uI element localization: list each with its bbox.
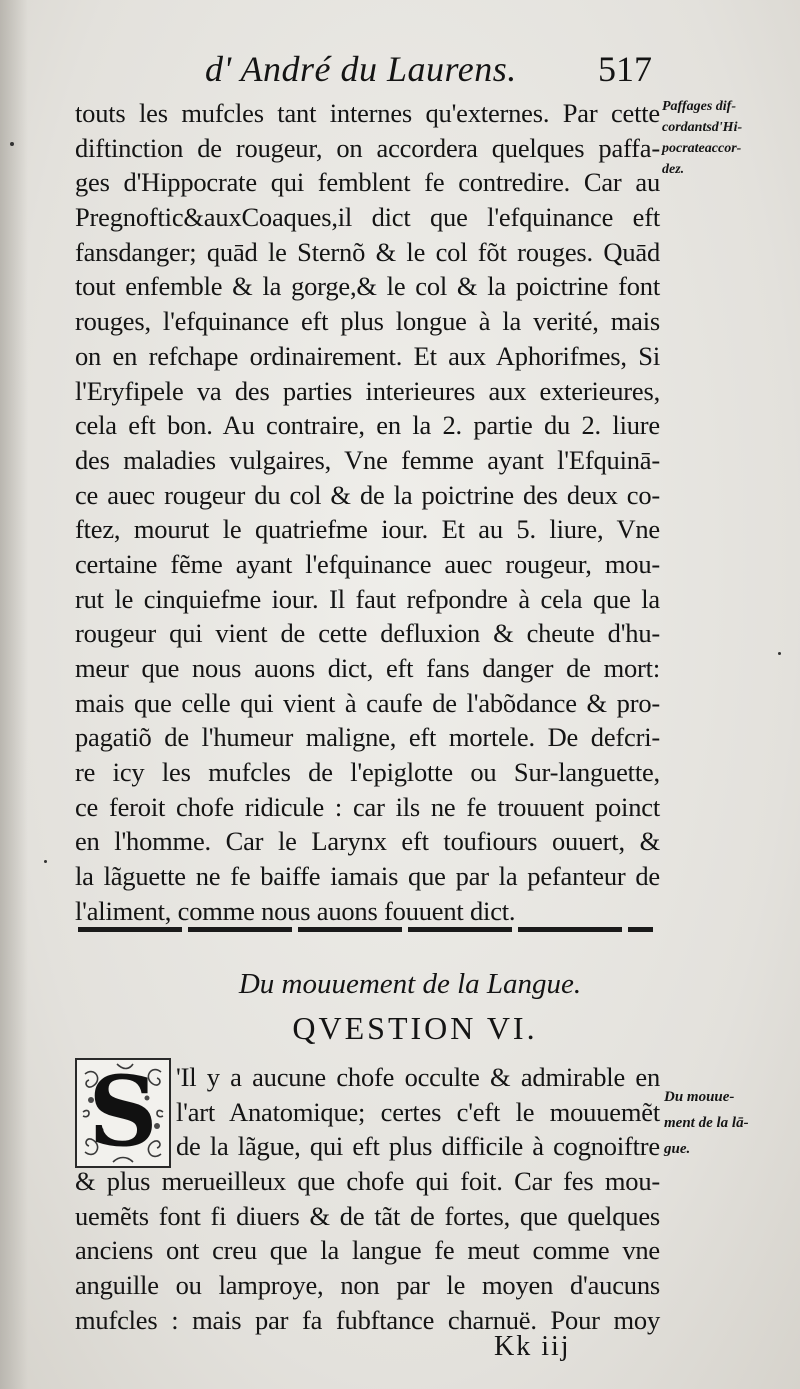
text-line: re icy les mufcles de l'epiglotte ou Sur-languette, xyxy=(75,757,660,788)
text-line: la lãguette ne fe baiffe iamais que par la pefanteur de xyxy=(75,861,660,892)
text-line: ce feroit chofe ridicule : car ils ne fe trouuent poinct xyxy=(75,791,660,822)
question-paragraph-indented xyxy=(176,1060,660,1164)
text-line: anguille ou lamproye, non par le moyen d'aucuns xyxy=(75,1270,660,1301)
text-line: touts les mufcles tant internes qu'externes. Par cette xyxy=(75,98,660,128)
text-line: rouges, l'efquinance eft plus longue à la verité, mais xyxy=(75,306,660,337)
margin-note-line: gue. xyxy=(664,1141,691,1157)
signature-mark: Kk iij xyxy=(494,1331,571,1362)
section-divider-rule xyxy=(78,927,653,932)
ink-speck xyxy=(44,860,47,863)
text-line: ges d'Hippocrate qui femblent fe contredire. Car au xyxy=(75,167,660,198)
text-line: 'Il y a aucune chofe occulte & admirable en xyxy=(176,1062,660,1092)
margin-note-line: dez. xyxy=(662,162,685,177)
margin-note-line: Paffages dif- xyxy=(662,99,736,114)
text-line: mufcles : mais par fa fubftance charnuë. Pour moy xyxy=(75,1304,660,1335)
chapter-title: Du mouuement de la Langue. xyxy=(238,968,582,1000)
margin-note-tongue-movement xyxy=(664,1084,798,1162)
text-line: meur que nous auons dict, eft fans danger de mort: xyxy=(75,653,660,683)
text-line: on en refchape ordinairement. Et aux Aphorifmes, Si xyxy=(75,340,660,371)
question-paragraph xyxy=(75,1164,660,1337)
decorated-initial xyxy=(75,1055,171,1168)
text-line: l'art Anatomique; certes c'eft le mouuemẽt xyxy=(176,1096,660,1127)
text-line: anciens ont creu que la langue fe meut comme vne xyxy=(75,1235,660,1266)
ink-speck xyxy=(10,142,14,146)
text-line: diftinction de rougeur, on accordera quelques paffa- xyxy=(75,132,660,163)
text-line: rut le cinquiefme iour. Il faut refpondre à cela que la xyxy=(75,583,660,614)
text-line: de la lãgue, qui eft plus difficile à cognoiftre xyxy=(176,1131,660,1162)
page-edge-shadow xyxy=(0,0,28,1389)
margin-note-line: Du mouue- xyxy=(664,1089,735,1105)
body-paragraph xyxy=(75,96,660,929)
text-line: ce auec rougeur du col & de la poictrine des deux co- xyxy=(75,479,660,510)
initial-letter: S xyxy=(88,1055,158,1168)
text-line: en l'homme. Car le Larynx eft toufiours ouuert, & xyxy=(75,826,660,857)
text-line: tout enfemble & la gorge,& le col & la poictrine font xyxy=(75,271,660,302)
text-line: ftez, mourut le quatriefme iour. Et au 5. liure, Vne xyxy=(75,514,660,545)
margin-note-passages xyxy=(662,96,798,180)
text-line: fansdanger; quād le Sternõ & le col fõt rouges. Quād xyxy=(75,236,660,267)
text-line: pagatiõ de l'humeur maligne, eft mortele. De defcri- xyxy=(75,722,660,753)
margin-note-line: pocrateaccor- xyxy=(662,141,742,156)
text-line: cela eft bon. Au contraire, en la 2. partie du 2. liure xyxy=(75,410,660,441)
question-heading: QVESTION VI. xyxy=(292,1010,538,1046)
text-line: des maladies vulgaires, Vne femme ayant l'Efquinā- xyxy=(75,444,660,475)
margin-note-line: ment de la lā- xyxy=(664,1115,749,1131)
ink-speck xyxy=(778,652,781,655)
page-number: 517 xyxy=(598,49,652,89)
text-line: l'Eryfipele va des parties interieures aux exterieures, xyxy=(75,375,660,406)
margin-note-line: cordantsd'Hi- xyxy=(662,120,743,135)
running-head: d' André du Laurens. xyxy=(205,49,517,89)
text-line: rougeur qui vient de cette defluxion & cheute d'hu- xyxy=(75,618,660,649)
text-line: uemẽts font fi diuers & de tãt de fortes, que quelques xyxy=(75,1200,660,1231)
page-header xyxy=(0,46,800,96)
text-line: Pregnoftic&auxCoaques,il dict que l'efquinance eft xyxy=(75,202,660,233)
text-line: & plus merueilleux que chofe qui foit. Car fes mou- xyxy=(75,1166,660,1196)
text-line: certaine fẽme ayant l'efquinance auec rougeur, mou- xyxy=(75,548,660,579)
text-line: mais que celle qui vient à caufe de l'abõdance & pro- xyxy=(75,687,660,718)
text-line-last: l'aliment, comme nous auons fouuent dict. xyxy=(75,895,516,926)
